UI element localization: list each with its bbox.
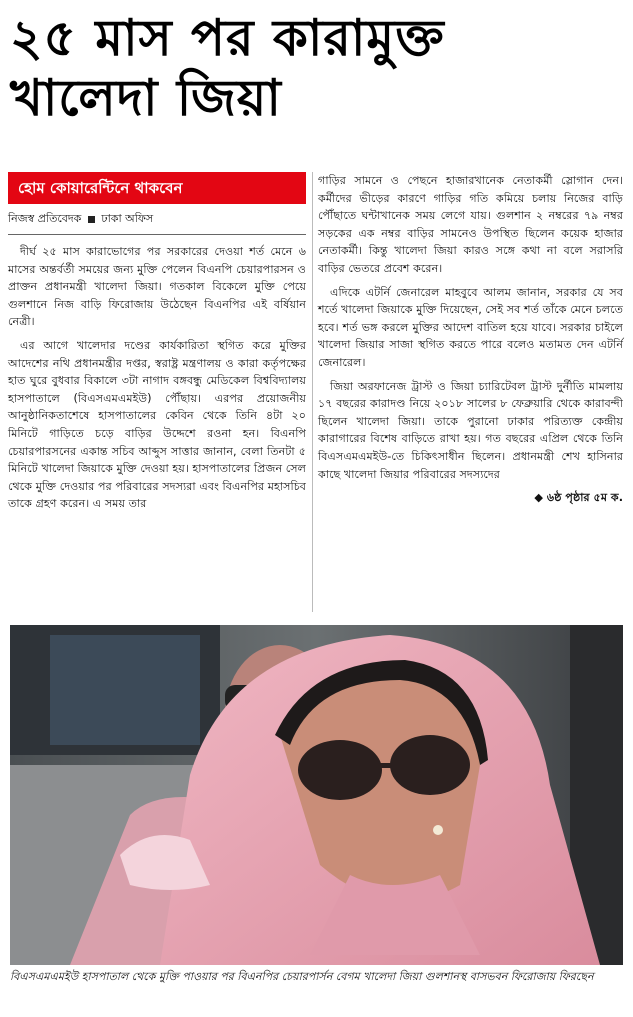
article-column-left <box>8 172 306 519</box>
photo-caption: বিএসএমএমইউ হাসপাতাল থেকে মুক্তি পাওয়ার পর বিএনপির চেয়ারপার্সন বেগম খালেদা জিয়া গুলশানস্থ বাসভবন ফিরোজায় ফিরছেন <box>10 970 594 983</box>
article-column-right <box>318 172 623 508</box>
byline-office: ঢাকা অফিস <box>101 212 154 225</box>
article-paragraph: গাড়ির সামনে ও পেছনে হাজারখানেক নেতাকর্মী স্লোগান দেন। কর্মীদের ভীড়ের কারণে গাড়ির গতি কমিয়ে চলায় নিজের বাড়ি পৌঁছাতে ঘন্টাখানেক সময় লেগে যায়। গুলশান ২ নম্বরের ৭৯ নম্বর সড়কের এক নম্বর বাড়ির সামনেও উপস্থিত ছিলেন কয়েক হাজার নেতাকর্মী। কিন্তু খালেদা জিয়া কারও সঙ্গে কথা না বলে সরাসরি বাড়ির ভেতরে প্রবেশ করেন। <box>318 174 623 275</box>
headline-line-1: ২৫ মাস পর কারামুক্ত <box>10 9 445 67</box>
news-photo <box>10 625 623 965</box>
headline-line-2: খালেদা জিয়া <box>10 69 282 127</box>
diamond-bullet-icon: ◆ <box>534 491 547 505</box>
article-paragraph: এদিকে এটর্নি জেনারেল মাহবুবে আলম জানান, সরকার যে সব শর্তে খালেদা জিয়াকে মুক্তি দিয়েছেন, সেই সব শর্ত তাঁকে মেনে চলতে হবে। শর্ত ভঙ্গ করলে মুক্তির আদেশ বাতিল হয়ে যাবে। সরকার চাইলে খালেদা জিয়ার সাজা স্থগিত করতে পারে বলেও মতামত দেন এটর্নি জেনারেল। <box>318 285 623 369</box>
article-paragraph: জিয়া অরফানেজ ট্রাস্ট ও জিয়া চ্যারিটেবল ট্রাস্ট দুর্নীতি মামলায় ১৭ বছরের কারাদণ্ড নিয়ে ২০১৮ সালের ৮ ফেব্রুয়ারি থেকে কারাবন্দী ছিলেন খালেদা জিয়া। তাকে পুরানো ঢাকার পরিত্যক্ত কেন্দ্রীয় কারাগারের বিশেষ বাড়িতে রাখা হয়। গত বছরের এপ্রিল থেকে তিনি বিএসএমএমইউ-তে চিকিৎসাধীন ছিলেন। প্রধানমন্ত্রী শেখ হাসিনার কাছে খালেদা জিয়ার পরিবারের সদস্যদের <box>318 379 623 481</box>
article-paragraph: এর আগে খালেদার দণ্ডের কার্যকারিতা স্থগিত করে মুক্তির আদেশের নথি প্রধানমন্ত্রীর দপ্তর, স্বরাষ্ট্র মন্ত্রণালয় ও কারা কর্তৃপক্ষের হাত ঘুরে বুধবার বিকালে ৩টা নাগাদ বঙ্গবন্ধু মেডিকেল বিশ্ববিদ্যালয় হাসপাতালে (বিএসএমএমইউ) পৌঁছায়। এরপর প্রয়োজনীয় আনুষ্ঠানিকতাশেষে হাসপাতালের কেবিন থেকে তিনি ৪টা ২০ মিনিটে গাড়িতে চড়ে বাড়ির উদ্দেশে রওনা হন। বিএনপি চেয়ারপারসনের একান্ত সচিব আব্দুস সাত্তার জানান, বেলা তিনটা ৫ মিনিটে খালেদা জিয়াকে মুক্তি দেওয়া হয়। হাসপাতালের প্রিজন সেল থেকে মুক্তি দেওয়ার পর পরিবারের সদস্যরা এবং বিএনপির মহাসচিব তাকে গ্রহণ করেন। এ সময় তার <box>8 338 306 511</box>
byline-reporter: নিজস্ব প্রতিবেদক <box>8 212 82 225</box>
article-paragraph: দীর্ঘ ২৫ মাস কারাভোগের পর সরকারের দেওয়া শর্ত মেনে ৬ মাসের অন্তর্বর্তী সময়ের জন্য মুক্তি পেলেন বিএনপি চেয়ারপারসন ও প্রাক্তন প্রধানমন্ত্রী খালেদা জিয়া। গতকাল বিকেলে মুক্তি পেয়ে গুলশানে নিজ বাড়ি ফিরোজায় উঠেছেন বিএনপির এই বর্ষিয়ান নেত্রী। <box>8 245 306 329</box>
continued-on-page <box>318 489 623 508</box>
continued-label: ৬ষ্ঠ পৃষ্ঠার ৫ম ক. <box>546 491 623 505</box>
headline <box>10 8 625 128</box>
byline <box>8 210 306 235</box>
kicker-banner: হোম কোয়ারেন্টিনে থাকবেন <box>8 172 306 204</box>
square-bullet-icon <box>88 216 95 223</box>
photo-illustration <box>10 625 623 965</box>
column-divider <box>312 172 313 612</box>
